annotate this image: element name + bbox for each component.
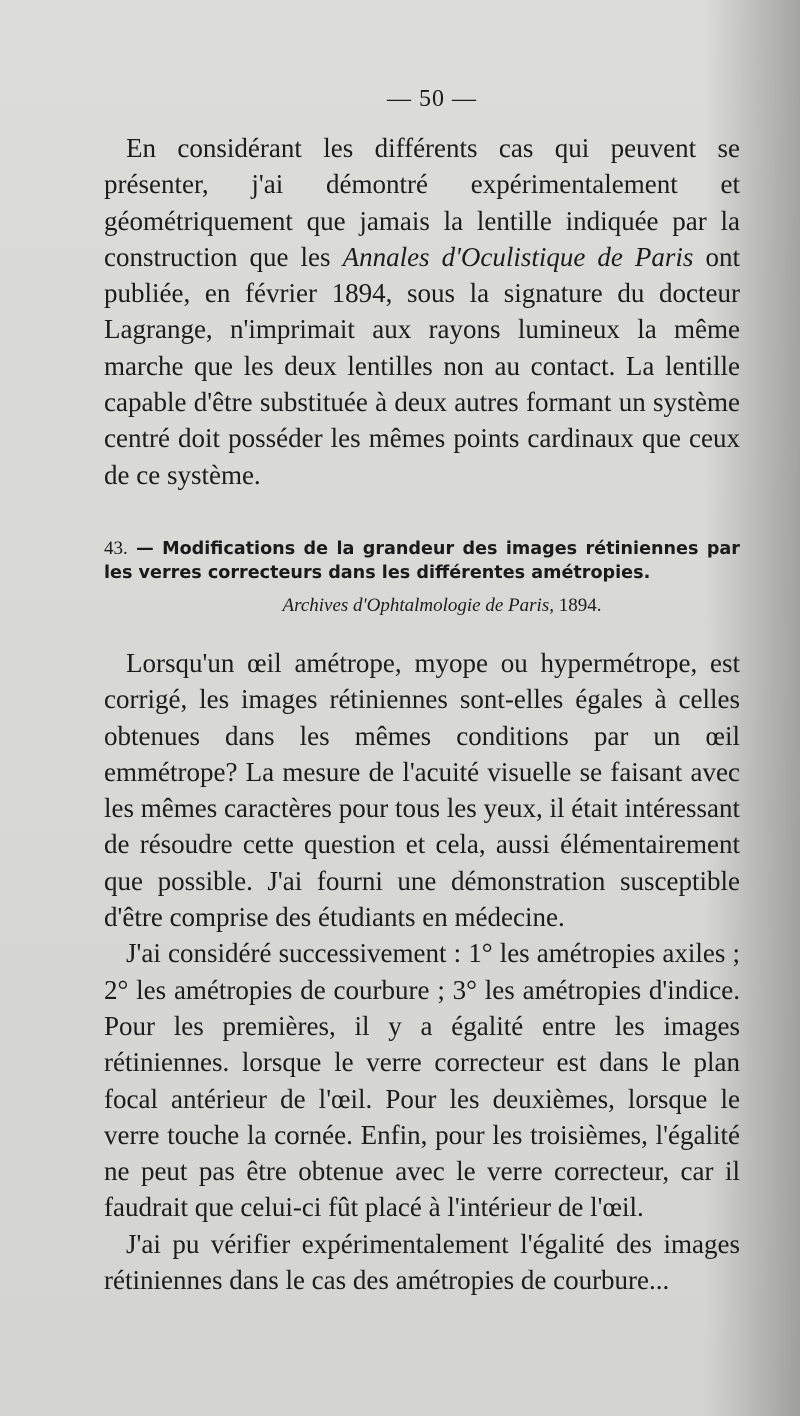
paragraph-verification: J'ai pu vérifier expérimentalement l'égalité des images rétiniennes dans le cas des amétropies de courbure... (104, 1228, 740, 1296)
citation (144, 595, 740, 617)
paragraph-1-text-b: ont publiée, en février 1894, sous la signature du docteur Lagrange, n'imprimait aux rayons lumineux la même marche que les deux lentilles non au contact. La lentille capable d'être substituée à deux autres formant un système centré doit posséder les mêmes points cardinaux que ceux de ce système. (104, 241, 740, 490)
section-heading (104, 537, 740, 585)
citation-year: 1894. (558, 594, 602, 616)
paragraph-ametropia-types: J'ai considéré successivement : 1° les amétropies axiles ; 2° les amétropies de courbure ; 3° les amétropies d'indice. Pour les premières, il y a égalité entre les images rétiniennes. lorsque le verre correcteur est dans le plan focal antérieur de l'œil. Pour les deuxièmes, lorsque le verre touche la cornée. Enfin, pour les troisièmes, l'égalité ne peut pas être obtenue avec le verre correcteur, car il faudrait que celui-ci fût placé à l'intérieur de l'œil. (104, 938, 740, 1223)
journal-title-italic: Annales d'Oculistique de Paris (342, 241, 694, 272)
section-number: 43. (104, 537, 128, 559)
paragraph-ametropic-eye: Lorsqu'un œil amétrope, myope ou hypermétrope, est corrigé, les images rétiniennes sont-elles égales à celles obtenues dans les mêmes conditions par un œil emmétrope? La mesure de l'acuité visuelle se faisant avec les mêmes caractères pour tous les yeux, il était intéressant de résoudre cette question et cela, aussi élémentairement que possible. J'ai fourni une démonstration susceptible d'être comprise des étudiants en médecine. (104, 647, 740, 933)
page-number: — 50 — (387, 86, 477, 112)
paragraph-lens-construction (104, 130, 740, 493)
paragraph-1-text-a: En considérant les différents cas qui peuvent se présenter, j'ai démontré expérimentalement et géométriquement que jamais la lentille indiquée par la construction que les (104, 133, 740, 272)
citation-journal: Archives d'Ophtalmologie de Paris, (282, 594, 554, 616)
section-title: — Modifications de la grandeur des images rétiniennes par les verres correcteurs dans les différentes amétropies. (104, 538, 740, 583)
